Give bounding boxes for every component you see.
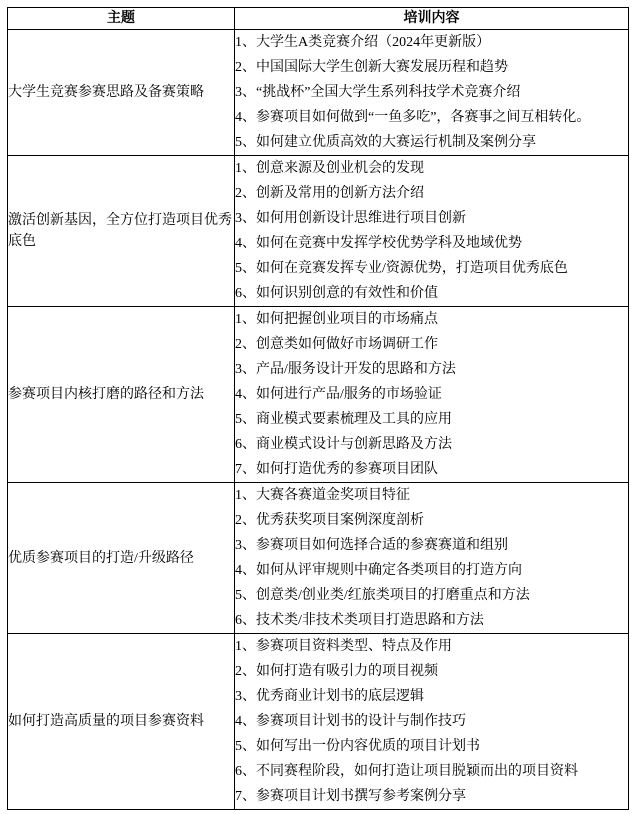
content-item: 4、参赛项目计划书的设计与制作技巧 [235,714,466,729]
content-item: 5、创意类/创业类/红旅类项目的打磨重点和方法 [235,588,530,603]
content-item: 5、商业模式要素梳理及工具的应用 [235,412,452,427]
content-item: 1、大赛各赛道金奖项目特征 [235,488,410,503]
content-item: 5、如何建立优质高效的大赛运行机制及案例分享 [235,135,536,150]
column-header-training-content: 培训内容 [235,8,629,30]
content-item: 5、如何在竞赛发挥专业/资源优势，打造项目优秀底色 [235,261,568,276]
content-item: 2、优秀获奖项目案例深度剖析 [235,513,424,528]
content-item: 5、如何写出一份内容优质的项目计划书 [235,739,480,754]
content-item: 7、如何打造优秀的参赛项目团队 [235,462,438,477]
table-row [8,156,629,307]
content-item: 6、不同赛程阶段，如何打造让项目脱颖而出的项目资料 [235,764,578,779]
content-item: 4、如何从评审规则中确定各类项目的打造方向 [235,563,522,578]
content-cell [235,483,629,634]
content-item: 3、产品/服务设计开发的思路和方法 [235,362,456,377]
topic-cell: 如何打造高质量的项目参赛资料 [8,634,235,810]
training-content-table [7,7,629,810]
content-cell [235,30,629,156]
content-item: 3、参赛项目如何选择合适的参赛赛道和组别 [235,538,508,553]
content-item: 4、如何在竞赛中发挥学校优势学科及地域优势 [235,236,522,251]
content-item: 2、创新及常用的创新方法介绍 [235,186,424,201]
content-item: 3、“挑战杯”全国大学生系列科技学术竞赛介绍 [235,85,521,100]
content-item: 3、优秀商业计划书的底层逻辑 [235,689,424,704]
content-cell [235,634,629,810]
column-header-topic: 主题 [8,8,235,30]
table-row [8,30,629,156]
content-item: 1、大学生A类竞赛介绍（2024年更新版） [235,35,491,50]
topic-cell: 优质参赛项目的打造/升级路径 [8,483,235,634]
table-row [8,307,629,483]
content-item: 6、技术类/非技术类项目打造思路和方法 [235,613,484,628]
content-item: 1、如何把握创业项目的市场痛点 [235,312,438,327]
table-header-row [8,8,629,30]
table-body [8,30,629,810]
content-cell [235,307,629,483]
content-item: 2、创意类如何做好市场调研工作 [235,337,438,352]
content-item: 7、参赛项目计划书撰写参考案例分享 [235,789,466,804]
content-item: 2、中国国际大学生创新大赛发展历程和趋势 [235,60,508,75]
content-item: 4、参赛项目如何做到“一鱼多吃”，各赛事之间互相转化。 [235,110,591,125]
content-item: 1、创意来源及创业机会的发现 [235,161,424,176]
content-item: 4、如何进行产品/服务的市场验证 [235,387,442,402]
content-cell [235,156,629,307]
content-item: 6、如何识别创意的有效性和价值 [235,286,438,301]
content-item: 3、如何用创新设计思维进行项目创新 [235,211,466,226]
topic-cell: 参赛项目内核打磨的路径和方法 [8,307,235,483]
table-row [8,634,629,810]
topic-cell: 激活创新基因，全方位打造项目优秀底色 [8,156,235,307]
topic-cell: 大学生竞赛参赛思路及备赛策略 [8,30,235,156]
content-item: 6、商业模式设计与创新思路及方法 [235,437,452,452]
table-row [8,483,629,634]
content-item: 2、如何打造有吸引力的项目视频 [235,664,438,679]
content-item: 1、参赛项目资料类型、特点及作用 [235,639,452,654]
